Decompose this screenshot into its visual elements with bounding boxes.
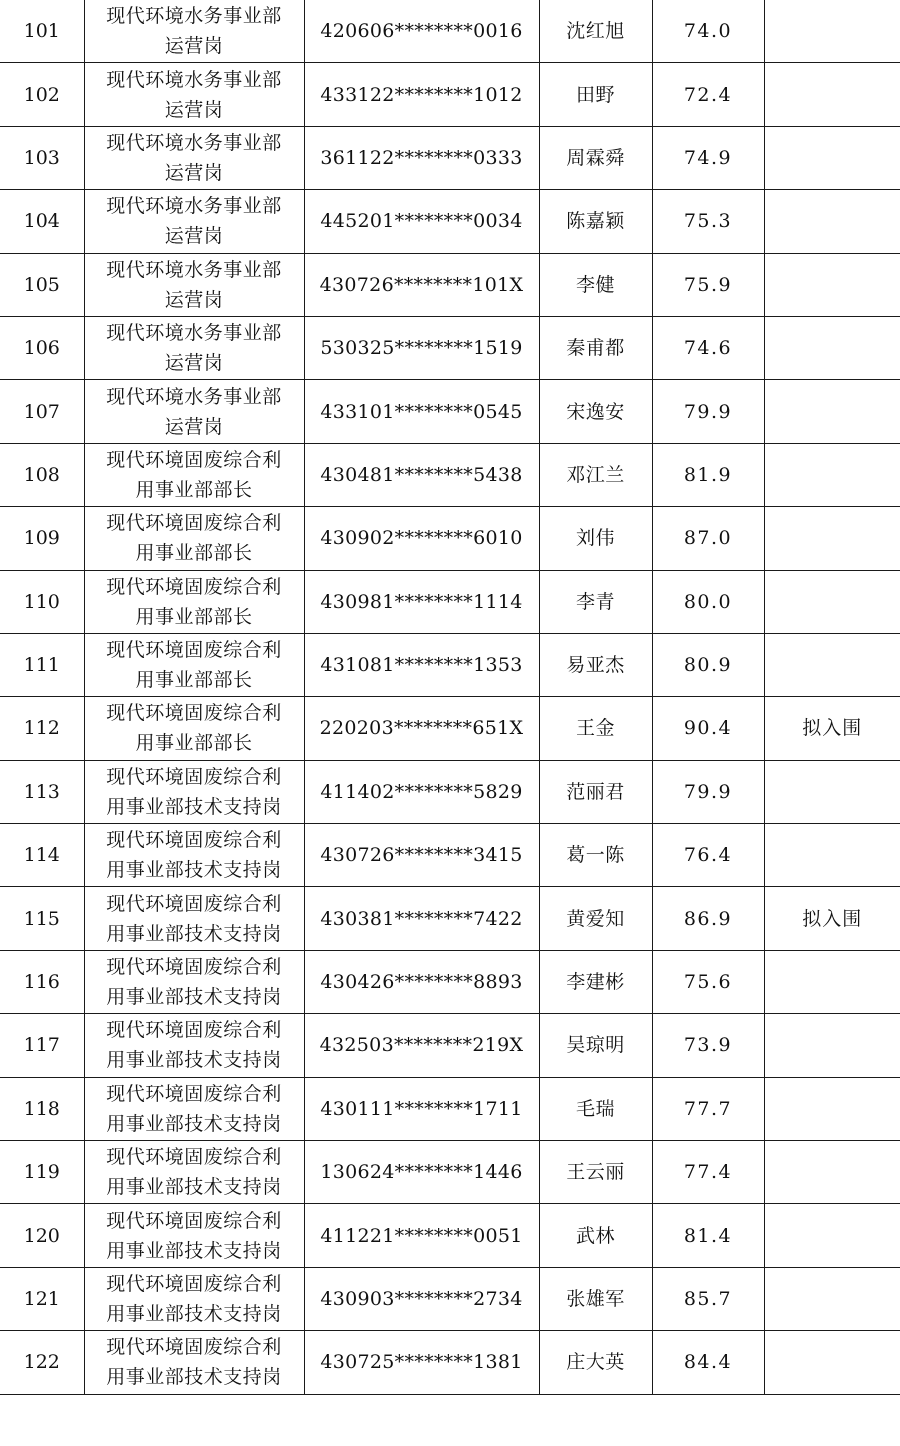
position-cell <box>84 887 304 950</box>
score-cell: 81.4 <box>652 1204 764 1267</box>
remark-cell <box>764 126 900 189</box>
remark-cell <box>764 760 900 823</box>
score-cell: 80.0 <box>652 570 764 633</box>
remark-cell: 拟入围 <box>764 887 900 950</box>
table-row <box>0 507 900 570</box>
name-cell: 毛瑞 <box>539 1077 652 1140</box>
position-line-1: 现代环境水务事业部 <box>106 5 282 28</box>
position-line-2: 用事业部技术支持岗 <box>106 922 282 945</box>
row-number-cell: 109 <box>0 507 84 570</box>
row-number-cell: 114 <box>0 824 84 887</box>
position-line-1: 现代环境固废综合利 <box>106 1273 282 1295</box>
remark-cell <box>764 633 900 696</box>
name-cell: 李建彬 <box>539 950 652 1013</box>
table-row <box>0 443 900 506</box>
position-cell <box>84 1141 304 1204</box>
id-number-cell: 430381********7422 <box>304 887 539 950</box>
score-cell: 84.4 <box>652 1331 764 1394</box>
position-line-1: 现代环境水务事业部 <box>106 258 282 281</box>
row-number-cell: 117 <box>0 1014 84 1077</box>
position-cell <box>84 63 304 126</box>
position-cell <box>84 1204 304 1267</box>
position-line-1: 现代环境固废综合利 <box>106 1336 282 1359</box>
name-cell: 庄大英 <box>539 1331 652 1394</box>
position-line-2: 用事业部技术支持岗 <box>106 1239 282 1262</box>
id-number-cell: 430725********1381 <box>304 1331 539 1394</box>
remark-cell <box>764 824 900 887</box>
score-cell: 75.3 <box>652 190 764 253</box>
position-line-1: 现代环境固废综合利 <box>106 956 282 979</box>
position-cell <box>84 950 304 1013</box>
row-number-cell: 106 <box>0 316 84 379</box>
name-cell: 王金 <box>539 697 652 760</box>
position-cell <box>84 1331 304 1394</box>
position-cell <box>84 1014 304 1077</box>
name-cell: 陈嘉颖 <box>539 190 652 253</box>
name-cell: 邓江兰 <box>539 443 652 506</box>
name-cell: 周霖舜 <box>539 126 652 189</box>
position-line-2: 用事业部部长 <box>135 669 253 692</box>
remark-cell <box>764 253 900 316</box>
table-row <box>0 253 900 316</box>
table-row <box>0 1014 900 1077</box>
table-row <box>0 697 900 760</box>
score-cell: 74.6 <box>652 316 764 379</box>
row-number-cell: 105 <box>0 253 84 316</box>
position-line-2: 用事业部部长 <box>135 732 253 755</box>
position-line-1: 现代环境固废综合利 <box>106 1146 282 1169</box>
row-number-cell: 101 <box>0 0 84 63</box>
remark-cell <box>764 443 900 506</box>
position-line-2: 运营岗 <box>164 161 224 184</box>
table-row <box>0 0 900 63</box>
position-cell <box>84 443 304 506</box>
table-row <box>0 950 900 1013</box>
position-cell <box>84 570 304 633</box>
remark-cell <box>764 950 900 1013</box>
position-line-1: 现代环境固废综合利 <box>106 575 282 598</box>
name-cell: 李健 <box>539 253 652 316</box>
table-row <box>0 570 900 633</box>
position-line-1: 现代环境固废综合利 <box>106 448 282 471</box>
score-cell: 80.9 <box>652 633 764 696</box>
position-line-2: 用事业部技术支持岗 <box>106 1049 282 1072</box>
table-row <box>0 1331 900 1394</box>
position-line-2: 用事业部部长 <box>135 542 253 565</box>
table-row <box>0 633 900 696</box>
name-cell: 王云丽 <box>539 1141 652 1204</box>
position-line-2: 用事业部技术支持岗 <box>106 1366 282 1389</box>
position-line-1: 现代环境固废综合利 <box>106 639 282 662</box>
name-cell: 易亚杰 <box>539 633 652 696</box>
position-cell <box>84 697 304 760</box>
position-line-2: 用事业部技术支持岗 <box>106 1176 282 1199</box>
name-cell: 黄爱知 <box>539 887 652 950</box>
id-number-cell: 430903********2734 <box>304 1267 539 1330</box>
position-line-2: 用事业部部长 <box>135 478 253 501</box>
score-cell: 77.4 <box>652 1141 764 1204</box>
id-number-cell: 430902********6010 <box>304 507 539 570</box>
row-number-cell: 113 <box>0 760 84 823</box>
row-number-cell: 108 <box>0 443 84 506</box>
position-line-1: 现代环境固废综合利 <box>106 512 282 535</box>
score-cell: 75.9 <box>652 253 764 316</box>
id-number-cell: 420606********0016 <box>304 0 539 63</box>
position-cell <box>84 824 304 887</box>
id-number-cell: 430111********1711 <box>304 1077 539 1140</box>
position-line-1: 现代环境水务事业部 <box>106 195 282 218</box>
row-number-cell: 104 <box>0 190 84 253</box>
row-number-cell: 107 <box>0 380 84 443</box>
id-number-cell: 130624********1446 <box>304 1141 539 1204</box>
position-line-1: 现代环境水务事业部 <box>106 385 282 408</box>
position-line-2: 用事业部技术支持岗 <box>106 1303 282 1325</box>
name-cell: 葛一陈 <box>539 824 652 887</box>
score-cell: 72.4 <box>652 63 764 126</box>
row-number-cell: 103 <box>0 126 84 189</box>
row-number-cell: 102 <box>0 63 84 126</box>
remark-cell <box>764 507 900 570</box>
row-number-cell: 116 <box>0 950 84 1013</box>
score-cell: 73.9 <box>652 1014 764 1077</box>
id-number-cell: 445201********0034 <box>304 190 539 253</box>
row-number-cell: 115 <box>0 887 84 950</box>
id-number-cell: 432503********219X <box>304 1014 539 1077</box>
name-cell: 田野 <box>539 63 652 126</box>
position-line-2: 用事业部技术支持岗 <box>106 986 282 1009</box>
remark-cell <box>764 380 900 443</box>
name-cell: 刘伟 <box>539 507 652 570</box>
position-line-1: 现代环境固废综合利 <box>106 829 282 852</box>
table-row <box>0 824 900 887</box>
position-line-1: 现代环境固废综合利 <box>106 1209 282 1232</box>
position-line-1: 现代环境水务事业部 <box>106 68 282 91</box>
row-number-cell: 121 <box>0 1267 84 1330</box>
id-number-cell: 411221********0051 <box>304 1204 539 1267</box>
remark-cell <box>764 0 900 63</box>
score-cell: 85.7 <box>652 1267 764 1330</box>
position-line-1: 现代环境水务事业部 <box>106 322 282 345</box>
table-row <box>0 316 900 379</box>
position-line-2: 用事业部部长 <box>135 605 253 628</box>
remark-cell <box>764 63 900 126</box>
table-row <box>0 760 900 823</box>
table-row <box>0 887 900 950</box>
position-line-1: 现代环境固废综合利 <box>106 1019 282 1042</box>
table-row <box>0 1141 900 1204</box>
name-cell: 张雄军 <box>539 1267 652 1330</box>
id-number-cell: 431081********1353 <box>304 633 539 696</box>
row-number-cell: 111 <box>0 633 84 696</box>
row-number-cell: 120 <box>0 1204 84 1267</box>
table-row <box>0 190 900 253</box>
position-cell <box>84 1077 304 1140</box>
position-cell <box>84 507 304 570</box>
score-cell: 86.9 <box>652 887 764 950</box>
position-cell <box>84 1267 304 1330</box>
name-cell: 秦甫都 <box>539 316 652 379</box>
score-cell: 77.7 <box>652 1077 764 1140</box>
remark-cell: 拟入围 <box>764 697 900 760</box>
table-row <box>0 126 900 189</box>
row-number-cell: 119 <box>0 1141 84 1204</box>
table-row <box>0 1204 900 1267</box>
name-cell: 宋逸安 <box>539 380 652 443</box>
position-line-1: 现代环境水务事业部 <box>106 131 282 154</box>
score-cell: 79.9 <box>652 380 764 443</box>
score-cell: 74.0 <box>652 0 764 63</box>
id-number-cell: 430426********8893 <box>304 950 539 1013</box>
table-row <box>0 1077 900 1140</box>
remark-cell <box>764 316 900 379</box>
score-cell: 90.4 <box>652 697 764 760</box>
row-number-cell: 112 <box>0 697 84 760</box>
position-cell <box>84 190 304 253</box>
id-number-cell: 220203********651X <box>304 697 539 760</box>
position-cell <box>84 316 304 379</box>
position-line-2: 用事业部技术支持岗 <box>106 1112 282 1135</box>
name-cell: 李青 <box>539 570 652 633</box>
position-line-1: 现代环境固废综合利 <box>106 702 282 725</box>
position-cell <box>84 760 304 823</box>
position-line-2: 运营岗 <box>164 225 224 248</box>
position-line-2: 运营岗 <box>164 35 224 58</box>
row-number-cell: 122 <box>0 1331 84 1394</box>
position-line-2: 用事业部技术支持岗 <box>106 859 282 882</box>
id-number-cell: 530325********1519 <box>304 316 539 379</box>
score-cell: 87.0 <box>652 507 764 570</box>
id-number-cell: 430726********3415 <box>304 824 539 887</box>
position-line-1: 现代环境固废综合利 <box>106 892 282 915</box>
table-row <box>0 63 900 126</box>
remark-cell <box>764 1014 900 1077</box>
name-cell: 范丽君 <box>539 760 652 823</box>
position-cell <box>84 380 304 443</box>
position-line-2: 运营岗 <box>164 98 224 121</box>
remark-cell <box>764 1331 900 1394</box>
position-cell <box>84 126 304 189</box>
position-line-1: 现代环境固废综合利 <box>106 765 282 788</box>
id-number-cell: 430481********5438 <box>304 443 539 506</box>
name-cell: 武林 <box>539 1204 652 1267</box>
position-line-2: 运营岗 <box>164 352 224 375</box>
remark-cell <box>764 1204 900 1267</box>
remark-cell <box>764 1141 900 1204</box>
id-number-cell: 430726********101X <box>304 253 539 316</box>
score-cell: 74.9 <box>652 126 764 189</box>
position-line-2: 运营岗 <box>164 415 224 438</box>
remark-cell <box>764 190 900 253</box>
table-row <box>0 380 900 443</box>
id-number-cell: 433122********1012 <box>304 63 539 126</box>
id-number-cell: 411402********5829 <box>304 760 539 823</box>
remark-cell <box>764 1267 900 1330</box>
score-cell: 76.4 <box>652 824 764 887</box>
remark-cell <box>764 1077 900 1140</box>
position-line-1: 现代环境固废综合利 <box>106 1082 282 1105</box>
position-cell <box>84 0 304 63</box>
name-cell: 沈红旭 <box>539 0 652 63</box>
id-number-cell: 361122********0333 <box>304 126 539 189</box>
table-row <box>0 1267 900 1330</box>
name-cell: 吴琼明 <box>539 1014 652 1077</box>
score-cell: 81.9 <box>652 443 764 506</box>
position-line-2: 用事业部技术支持岗 <box>106 795 282 818</box>
id-number-cell: 433101********0545 <box>304 380 539 443</box>
row-number-cell: 110 <box>0 570 84 633</box>
score-cell: 75.6 <box>652 950 764 1013</box>
position-line-2: 运营岗 <box>164 288 224 311</box>
position-cell <box>84 253 304 316</box>
score-cell: 79.9 <box>652 760 764 823</box>
row-number-cell: 118 <box>0 1077 84 1140</box>
remark-cell <box>764 570 900 633</box>
position-cell <box>84 633 304 696</box>
id-number-cell: 430981********1114 <box>304 570 539 633</box>
